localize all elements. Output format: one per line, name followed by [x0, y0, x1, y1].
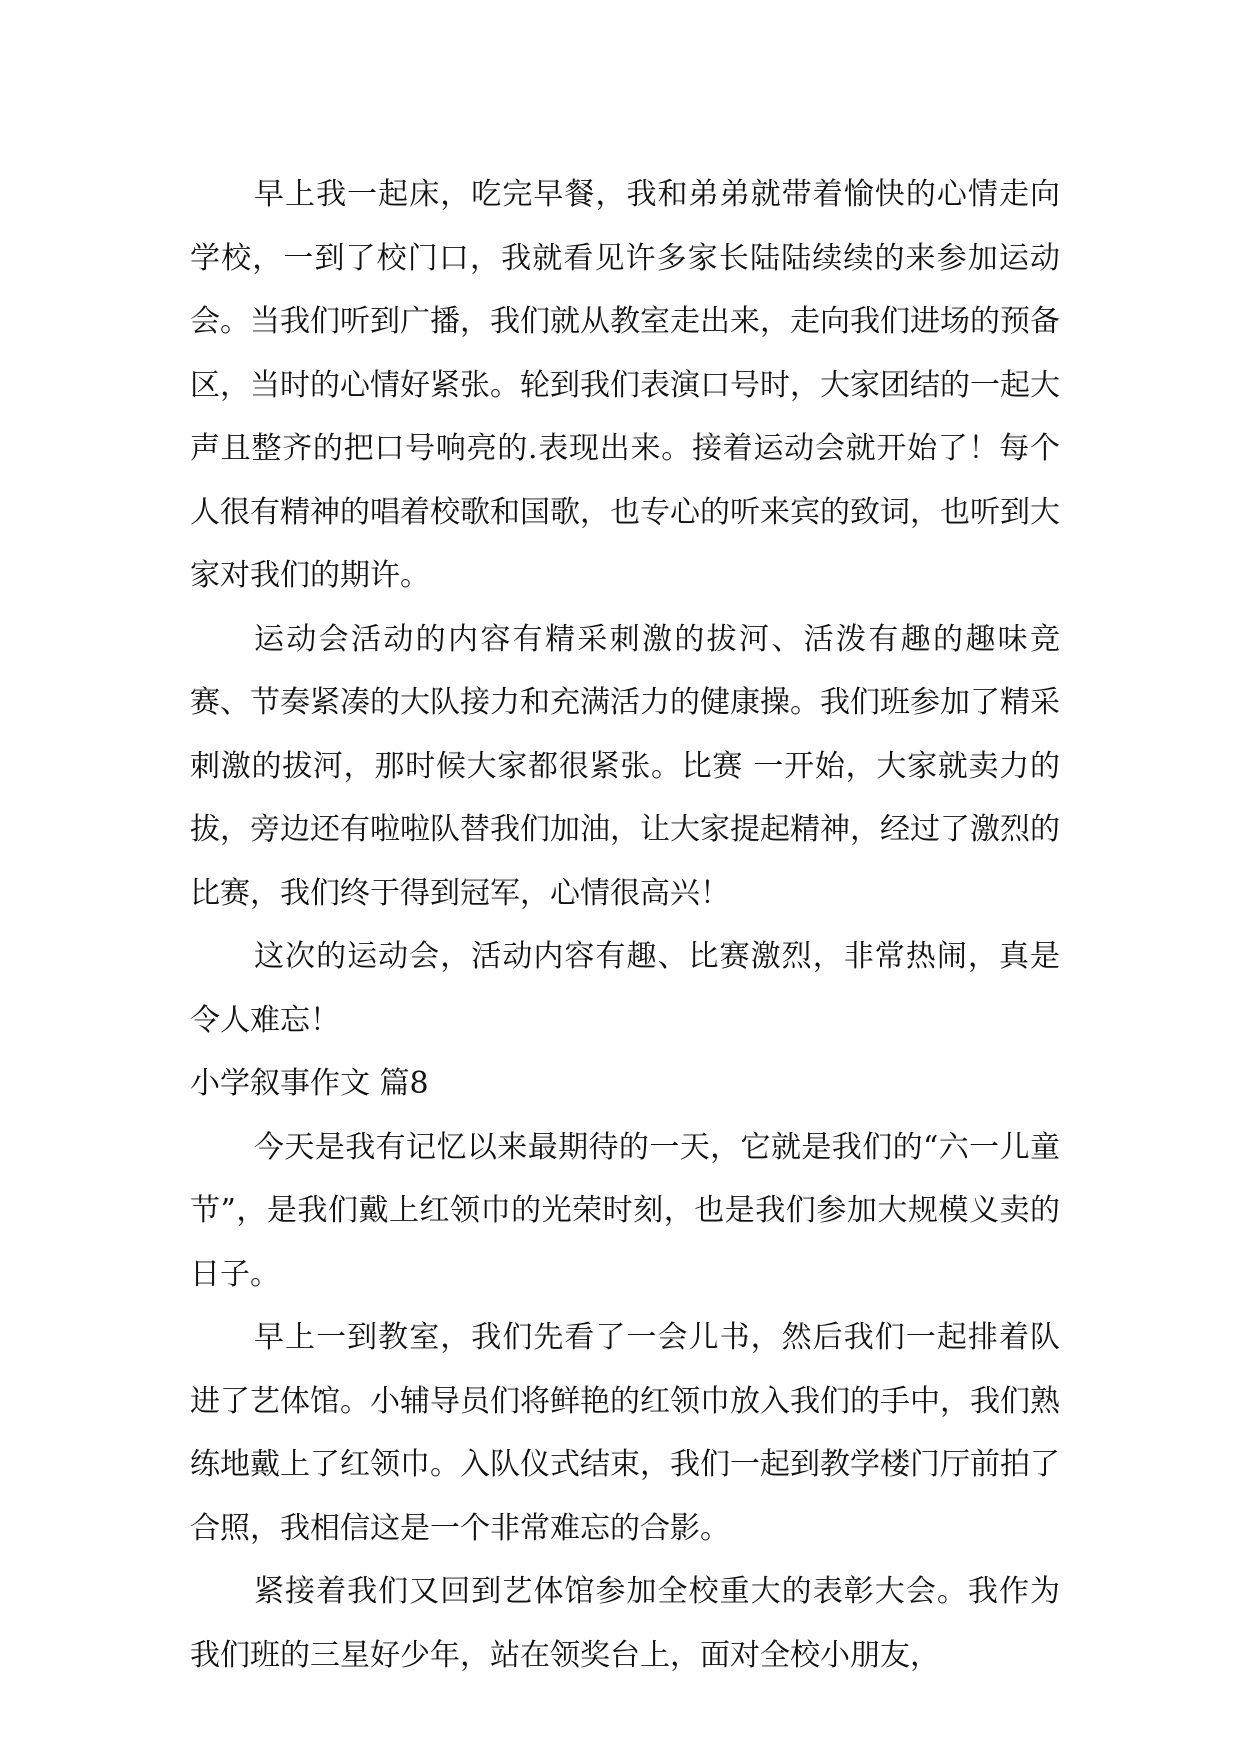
paragraph-award: 紧接着我们又回到艺体馆参加全校重大的表彰大会。我作为我们班的三星好少年，站在领奖台上，面对全校小朋友， [190, 1574, 1060, 1673]
paragraph-morning: 早上我一起床，吃完早餐，我和弟弟就带着愉快的心情走向学校，一到了校门口，我就看见许多家长陆陆续续的来参加运动会。当我们听到广播，我们就从教室走出来，走向我们进场的预备区，当时的心情好紧张。轮到我们表演口号时，大家团结的一起大声且整齐的把口号响亮的.表现出来。接着运动会就开始了！每个人很有精神的唱着校歌和国歌，也专心的听来宾的致词，也听到大家对我们的期许。 [190, 177, 1060, 593]
paragraph-childrens-day: 今天是我有记忆以来最期待的一天，它就是我们的“六一儿童节”，是我们戴上红领巾的光荣时刻，也是我们参加大规模义卖的日子。 [190, 1129, 1060, 1292]
paragraph-ceremony: 早上一到教室，我们先看了一会儿书，然后我们一起排着队进了艺体馆。小辅导员们将鲜艳的红领巾放入我们的手中，我们熟练地戴上了红领巾。入队仪式结束，我们一起到教学楼门厅前拍了合照，我相信这是一个非常难忘的合影。 [190, 1320, 1060, 1546]
paragraph-summary: 这次的运动会，活动内容有趣、比赛激烈，非常热闹，真是令人难忘！ [190, 939, 1060, 1038]
section-heading: 小学叙事作文 篇8 [190, 1066, 429, 1101]
paragraph-activities: 运动会活动的内容有精采刺激的拔河、活泼有趣的趣味竞赛、节奏紧凑的大队接力和充满活力的健康操。我们班参加了精采刺激的拔河，那时候大家都很紧张。比赛 一开始，大家就卖力的拔，旁边还有啦啦队替我们加油，让大家提起精神，经过了激烈的比赛，我们终于得到冠军，心情很高兴！ [190, 621, 1060, 911]
document-page [190, 163, 1060, 1687]
